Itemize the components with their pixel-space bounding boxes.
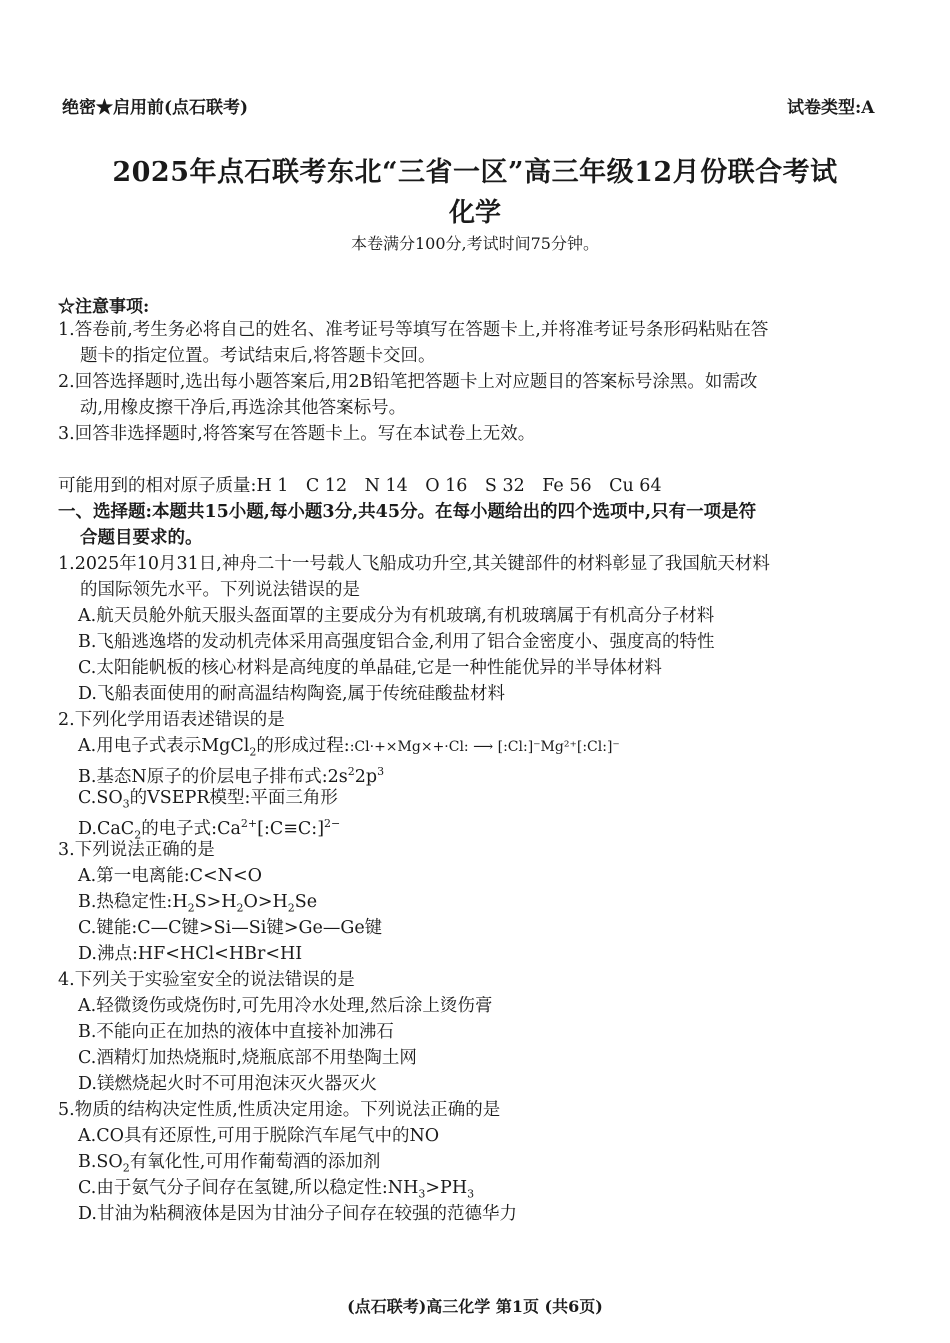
q2-d-label: D.CaC <box>78 818 135 839</box>
notice-item: 题卡的指定位置。考试结束后,将答题卡交回。 <box>80 346 436 366</box>
q1-option-b: B.飞船逃逸塔的发动机壳体采用高强度铝合金,利用了铝合金密度小、强度高的特性 <box>78 632 715 652</box>
q2-c-rest: 的VSEPR模型:平面三角形 <box>129 788 338 808</box>
q3-b-c: O>H <box>243 892 288 912</box>
q3-b-b: S>H <box>194 892 237 912</box>
exam-title: 2025年点石联考东北“三省一区”高三年级12月份联合考试 <box>112 157 838 188</box>
q5-b-a: B.SO <box>78 1152 123 1172</box>
q2-d-sub: 2 <box>134 828 142 842</box>
q4-option-a: A.轻微烫伤或烧伤时,可先用冷水处理,然后涂上烫伤膏 <box>78 996 493 1016</box>
q3-b-s1: 2 <box>187 901 195 915</box>
q2-d-sup1: 2+ <box>240 817 258 830</box>
q4-stem: 4.下列关于实验室安全的说法错误的是 <box>58 970 355 990</box>
confidential-label: 绝密★启用前(点石联考) <box>62 98 249 118</box>
q5-b-b: 有氧化性,可用作葡萄酒的添加剂 <box>129 1152 381 1172</box>
q1-stem: 1.2025年10月31日,神舟二十一号载人飞船成功升空,其关键部件的材料彰显了我国航天材料 <box>58 554 770 574</box>
q3-b-s2: 2 <box>236 901 244 915</box>
q1-option-a: A.航天员舱外航天服头盔面罩的主要成分为有机玻璃,有机玻璃属于有机高分子材料 <box>78 606 715 626</box>
q5-c-s1: 3 <box>418 1187 426 1201</box>
q3-stem: 3.下列说法正确的是 <box>58 840 215 860</box>
q5-b-s: 2 <box>122 1161 130 1175</box>
q2-d-sup2: 2− <box>324 817 341 830</box>
notice-heading: ☆注意事项: <box>58 297 150 317</box>
q5-option-a: A.CO具有还原性,可用于脱除汽车尾气中的NO <box>78 1126 440 1146</box>
q4-option-b: B.不能向正在加热的液体中直接补加沸石 <box>78 1022 394 1042</box>
q1-option-c: C.太阳能帆板的核心材料是高纯度的单晶硅,它是一种性能优异的半导体材料 <box>78 658 662 678</box>
q2-d-bracket: [:C≡C:] <box>257 818 325 839</box>
q5-option-d: D.甘油为粘稠液体是因为甘油分子间存在较强的范德华力 <box>78 1204 517 1224</box>
paper-type-label: 试卷类型:A <box>787 98 875 118</box>
atomic-masses: 可能用到的相对原子质量:H 1 C 12 N 14 O 16 S 32 Fe 56 Cu 64 <box>58 476 662 496</box>
notice-item: 1.答卷前,考生务必将自己的姓名、准考证号等填写在答题卡上,并将准考证号条形码粘贴在答 <box>58 320 769 340</box>
notice-item: 3.回答非选择题时,将答案写在答题卡上。写在本试卷上无效。 <box>58 424 536 444</box>
q1-option-d: D.飞船表面使用的耐高温结构陶瓷,属于传统硅酸盐材料 <box>78 684 506 704</box>
q2-b-label: B.基态N原子的价层电子排布式:2s <box>78 766 348 787</box>
q3-option-d: D.沸点:HF<HCl<HBr<HI <box>78 944 303 964</box>
section-heading-cont: 合题目要求的。 <box>80 528 203 548</box>
q5-c-b: >PH <box>425 1178 468 1198</box>
q3-b-d: Se <box>294 892 318 912</box>
q3-option-a: A.第一电离能:C<N<O <box>78 866 262 886</box>
q2-b-sup1: 2 <box>347 765 355 778</box>
q4-option-c: C.酒精灯加热烧瓶时,烧瓶底部不用垫陶土网 <box>78 1048 417 1068</box>
notice-item: 动,用橡皮擦干净后,再选涂其他答案标号。 <box>80 398 407 418</box>
page-footer: (点石联考)高三化学 第1页 (共6页) <box>347 1297 603 1316</box>
notice-item: 2.回答选择题时,选出每小题答案后,用2B铅笔把答题卡上对应题目的答案标号涂黑。如需改 <box>58 372 758 392</box>
q2-c-label: C.SO <box>78 788 123 808</box>
q2-a-formula: :Cl·+×Mg×+·Cl: ⟶ [:Cl:]⁻Mg²⁺[:Cl:]⁻ <box>349 739 620 755</box>
q2-stem: 2.下列化学用语表述错误的是 <box>58 710 285 730</box>
q2-a-rest: 的形成过程: <box>256 736 350 756</box>
q2-d-mid: 的电子式:Ca <box>141 818 241 839</box>
q2-b-sup2: 3 <box>377 765 385 778</box>
score-time-note: 本卷满分100分,考试时间75分钟。 <box>351 234 599 253</box>
q4-option-d: D.镁燃烧起火时不可用泡沫灭火器灭火 <box>78 1074 377 1094</box>
subject-title: 化学 <box>448 198 501 228</box>
q2-a-sub: 2 <box>249 745 257 759</box>
q3-b-s3: 2 <box>287 901 295 915</box>
q5-c-s2: 3 <box>467 1187 475 1201</box>
q5-c-a: C.由于氨气分子间存在氢键,所以稳定性:NH <box>78 1178 419 1198</box>
q2-b-mid: 2p <box>354 766 378 787</box>
q1-stem-cont: 的国际领先水平。下列说法错误的是 <box>80 580 360 600</box>
q5-stem: 5.物质的结构决定性质,性质决定用途。下列说法正确的是 <box>58 1100 501 1120</box>
section-heading: 一、选择题:本题共15小题,每小题3分,共45分。在每小题给出的四个选项中,只有一项是符 <box>58 502 757 522</box>
q3-b-a: B.热稳定性:H <box>78 892 188 912</box>
q2-c-sub: 3 <box>122 797 130 811</box>
q3-option-c: C.键能:C—C键>Si—Si键>Ge—Ge键 <box>78 918 383 938</box>
q2-option-b <box>78 760 384 789</box>
q2-a-label: A.用电子式表示MgCl <box>78 736 250 756</box>
